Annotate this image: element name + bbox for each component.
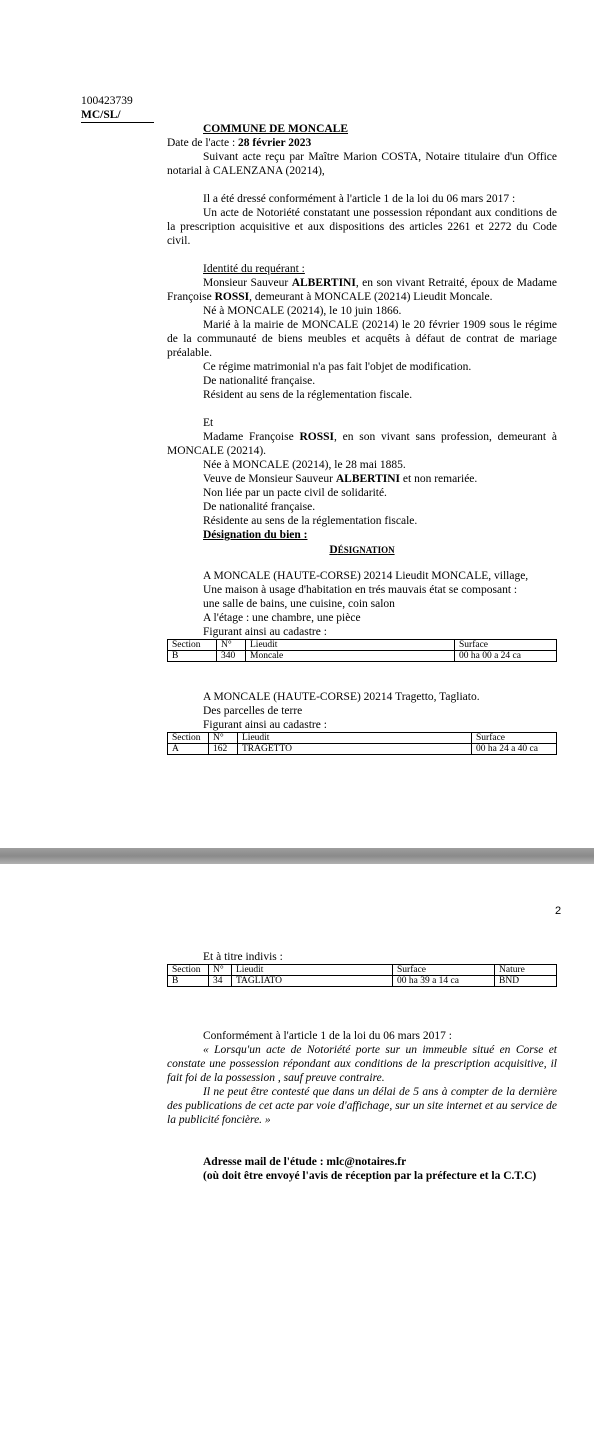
and-separator: Et bbox=[203, 417, 214, 429]
property-2-location: A MONCALE (HAUTE-CORSE) 20214 Tragetto, Tagliato. bbox=[203, 691, 480, 703]
act-date-label: Date de l'acte : bbox=[167, 137, 239, 149]
act-date-value: 28 février 2023 bbox=[238, 137, 312, 149]
requerant-1-identity: Monsieur Sauveur ALBERTINI, en son vivant Retraité, époux de Madame Françoise ROSSI, demeurant à MONCALE (20214) Lieudit Moncale. bbox=[167, 277, 557, 303]
requerant-2-pacs: Non liée par un pacte civil de solidarité. bbox=[203, 487, 387, 499]
table-row bbox=[168, 976, 557, 987]
table-cell: TAGLIATO bbox=[232, 976, 393, 987]
table-row bbox=[168, 651, 557, 662]
requerant-2-resident: Résidente au sens de la réglementation fiscale. bbox=[203, 515, 418, 527]
intro-paragraph: Suivant acte reçu par Maître Marion COSTA, Notaire titulaire d'un Office notarial à CALENZANA (20214), bbox=[167, 151, 557, 177]
cadastre-table-3 bbox=[167, 964, 557, 987]
table-row bbox=[168, 744, 557, 755]
table-cell: 34 bbox=[209, 976, 232, 987]
table-header-row bbox=[168, 733, 557, 744]
document-page-2 bbox=[0, 864, 594, 1436]
table-header-cell: Lieudit bbox=[232, 965, 393, 976]
table-cell: Moncale bbox=[246, 651, 455, 662]
cadastre-table-1 bbox=[167, 639, 557, 662]
table-header-cell: Section bbox=[168, 640, 217, 651]
table-header-cell: Surface bbox=[393, 965, 495, 976]
law-line: Il a été dressé conformément à l'article 1 de la loi du 06 mars 2017 : bbox=[203, 193, 516, 205]
table-cell: B bbox=[168, 651, 217, 662]
requerant-1-nationality: De nationalité française. bbox=[203, 375, 316, 387]
designation-title: DÉSIGNATION bbox=[329, 544, 395, 556]
table-header-cell: N° bbox=[209, 733, 238, 744]
act-paragraph: Un acte de Notoriété constatant une possession répondant aux conditions de la prescription acquisitive et aux dispositions des articles 2261 et 2272 du Code civil. bbox=[167, 207, 557, 247]
act-date bbox=[167, 136, 557, 150]
table-header-cell: Lieudit bbox=[238, 733, 472, 744]
table-header-cell: N° bbox=[209, 965, 232, 976]
office-email: Adresse mail de l'étude : mlc@notaires.fr bbox=[203, 1156, 407, 1168]
requerant-1-birth: Né à MONCALE (20214), le 10 juin 1866. bbox=[203, 305, 402, 317]
table-header-cell: N° bbox=[217, 640, 246, 651]
table-header-row bbox=[168, 640, 557, 651]
table-cell: BND bbox=[495, 976, 557, 987]
cadastre-table-2 bbox=[167, 732, 557, 755]
requerant-2-nationality: De nationalité française. bbox=[203, 501, 316, 513]
table-cell: A bbox=[168, 744, 209, 755]
property-1-cadastre-label: Figurant ainsi au cadastre : bbox=[203, 626, 327, 638]
commune-title: COMMUNE DE MONCALE bbox=[203, 123, 349, 135]
page-1-content bbox=[167, 122, 557, 755]
page-number: 2 bbox=[555, 905, 562, 917]
law-quote-1: « Lorsqu'un acte de Notoriété porte sur un immeuble situé en Corse et constate une possession répondant aux conditions de la prescription acquisitive, il fait foi de la possession , sauf preuve contraire. bbox=[167, 1044, 557, 1084]
table-header-cell: Nature bbox=[495, 965, 557, 976]
designation-heading: Désignation du bien : bbox=[203, 529, 308, 541]
requerant-1-resident: Résident au sens de la réglementation fiscale. bbox=[203, 389, 413, 401]
receipt-note: (où doit être envoyé l'avis de réception par la préfecture et la C.T.C) bbox=[203, 1170, 537, 1182]
conformity-line: Conformément à l'article 1 de la loi du 06 mars 2017 : bbox=[203, 1030, 452, 1042]
property-2-cadastre-label: Figurant ainsi au cadastre : bbox=[203, 719, 327, 731]
requerant-2-widow: Veuve de Monsieur Sauveur ALBERTINI et non remariée. bbox=[203, 473, 478, 485]
page-2-content bbox=[167, 950, 557, 1183]
law-quote-2: Il ne peut être contesté que dans un délai de 5 ans à compter de la dernière des publications de cet acte par voie d'affichage, sur un site internet et au service de la publicité foncière. » bbox=[167, 1086, 557, 1126]
requerant-1-regime: Ce régime matrimonial n'a pas fait l'objet de modification. bbox=[203, 361, 472, 373]
requerant-2-birth: Née à MONCALE (20214), le 28 mai 1885. bbox=[203, 459, 406, 471]
requerant-heading: Identité du requérant : bbox=[203, 263, 305, 275]
property-1-floor: A l'étage : une chambre, une pièce bbox=[203, 612, 361, 624]
table-header-row bbox=[168, 965, 557, 976]
reference-code: MC/SL/ bbox=[81, 108, 154, 123]
property-2-description: Des parcelles de terre bbox=[203, 705, 303, 717]
requerant-1-marriage: Marié à la mairie de MONCALE (20214) le 20 février 1909 sous le régime de la communauté de biens meubles et acquêts à défaut de contrat de mariage préalable. bbox=[167, 319, 557, 359]
table-header-cell: Section bbox=[168, 733, 209, 744]
table-cell: TRAGETTO bbox=[238, 744, 472, 755]
property-1-location: A MONCALE (HAUTE-CORSE) 20214 Lieudit MONCALE, village, bbox=[203, 570, 529, 582]
table-cell: 00 ha 00 a 24 ca bbox=[455, 651, 557, 662]
table-header-cell: Lieudit bbox=[246, 640, 455, 651]
table-header-cell: Surface bbox=[472, 733, 557, 744]
property-1-rooms: une salle de bains, une cuisine, coin salon bbox=[203, 598, 395, 610]
table-header-cell: Section bbox=[168, 965, 209, 976]
indivis-label: Et à titre indivis : bbox=[203, 951, 283, 963]
table-header-cell: Surface bbox=[455, 640, 557, 651]
table-cell: 340 bbox=[217, 651, 246, 662]
requerant-2-identity: Madame Françoise ROSSI, en son vivant sans profession, demeurant à MONCALE (20214). bbox=[167, 431, 557, 457]
reference-number: 100423739 bbox=[81, 95, 133, 107]
page-separator bbox=[0, 848, 594, 864]
property-1-description: Une maison à usage d'habitation en trés mauvais état se composant : bbox=[203, 584, 518, 596]
table-cell: 162 bbox=[209, 744, 238, 755]
table-cell: 00 ha 24 a 40 ca bbox=[472, 744, 557, 755]
table-cell: B bbox=[168, 976, 209, 987]
table-cell: 00 ha 39 a 14 ca bbox=[393, 976, 495, 987]
